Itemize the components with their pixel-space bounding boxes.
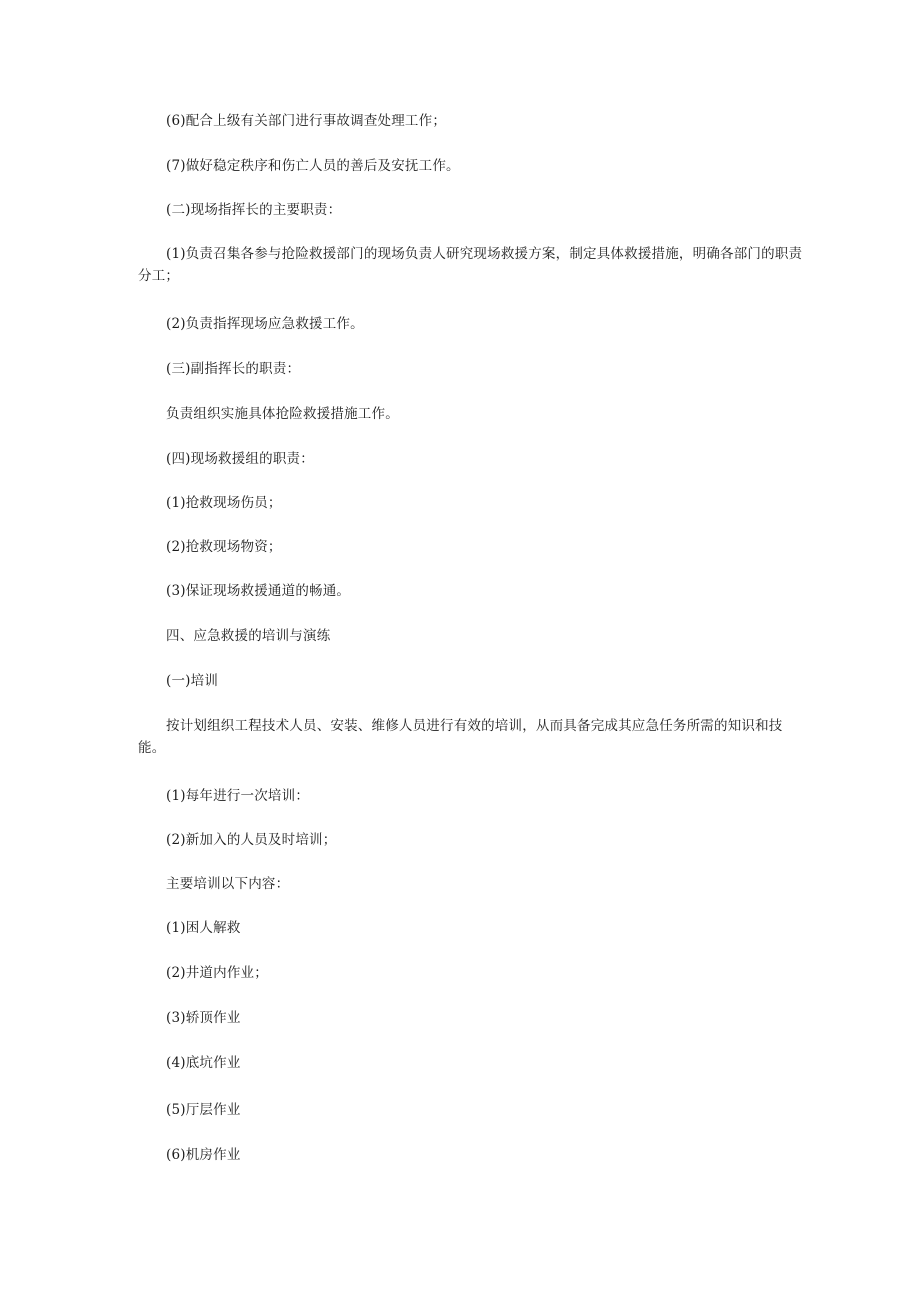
list-item-landing-work: (5)厅层作业 xyxy=(166,1102,241,1118)
section-heading-rescue-team: (四)现场救援组的职责： xyxy=(166,451,314,467)
paragraph-item-6-accident-investigation: (6)配合上级有关部门进行事故调查处理工作； xyxy=(166,113,447,129)
paragraph-line: (1)负责召集各参与抢险救援部门的现场负责人研究现场救援方案，制定具体救援措施，明确各部门的职责 xyxy=(166,246,803,262)
section-heading-training: (一)培训 xyxy=(166,673,219,689)
paragraph-rescue-duty-2: (2)抢救现场物资； xyxy=(166,539,282,555)
section-heading-deputy-commander: (三)副指挥长的职责： xyxy=(166,361,301,377)
paragraph-training-plan xyxy=(138,715,783,759)
paragraph-training-contents-heading: 主要培训以下内容： xyxy=(166,876,290,892)
paragraph-commander-duty-1 xyxy=(138,243,802,287)
paragraph-training-new-staff: (2)新加入的人员及时培训； xyxy=(166,832,337,848)
paragraph-line: 能。 xyxy=(138,740,166,756)
list-item-machine-room-work: (6)机房作业 xyxy=(166,1147,241,1163)
list-item-trapped-rescue: (1)困人解救 xyxy=(166,920,241,936)
paragraph-rescue-duty-3: (3)保证现场救援通道的畅通。 xyxy=(166,583,351,599)
paragraph-line: 按计划组织工程技术人员、安装、维修人员进行有效的培训，从而具备完成其应急任务所需的知识和技 xyxy=(166,718,783,734)
section-heading-site-commander: (二)现场指挥长的主要职责： xyxy=(166,202,342,218)
paragraph-rescue-duty-1: (1)抢救现场伤员； xyxy=(166,495,282,511)
section-heading-training-drills: 四、应急救援的培训与演练 xyxy=(166,628,331,644)
list-item-pit-work: (4)底坑作业 xyxy=(166,1055,241,1071)
list-item-car-top-work: (3)轿顶作业 xyxy=(166,1010,241,1026)
paragraph-training-annual: (1)每年进行一次培训： xyxy=(166,788,310,804)
paragraph-line: 分工； xyxy=(138,268,180,284)
list-item-shaft-work: (2)井道内作业； xyxy=(166,965,268,981)
paragraph-deputy-duty: 负责组织实施具体抢险救援措施工作。 xyxy=(166,406,399,422)
paragraph-item-7-aftercare: (7)做好稳定秩序和伤亡人员的善后及安抚工作。 xyxy=(166,158,460,174)
paragraph-commander-duty-2: (2)负责指挥现场应急救援工作。 xyxy=(166,316,364,332)
